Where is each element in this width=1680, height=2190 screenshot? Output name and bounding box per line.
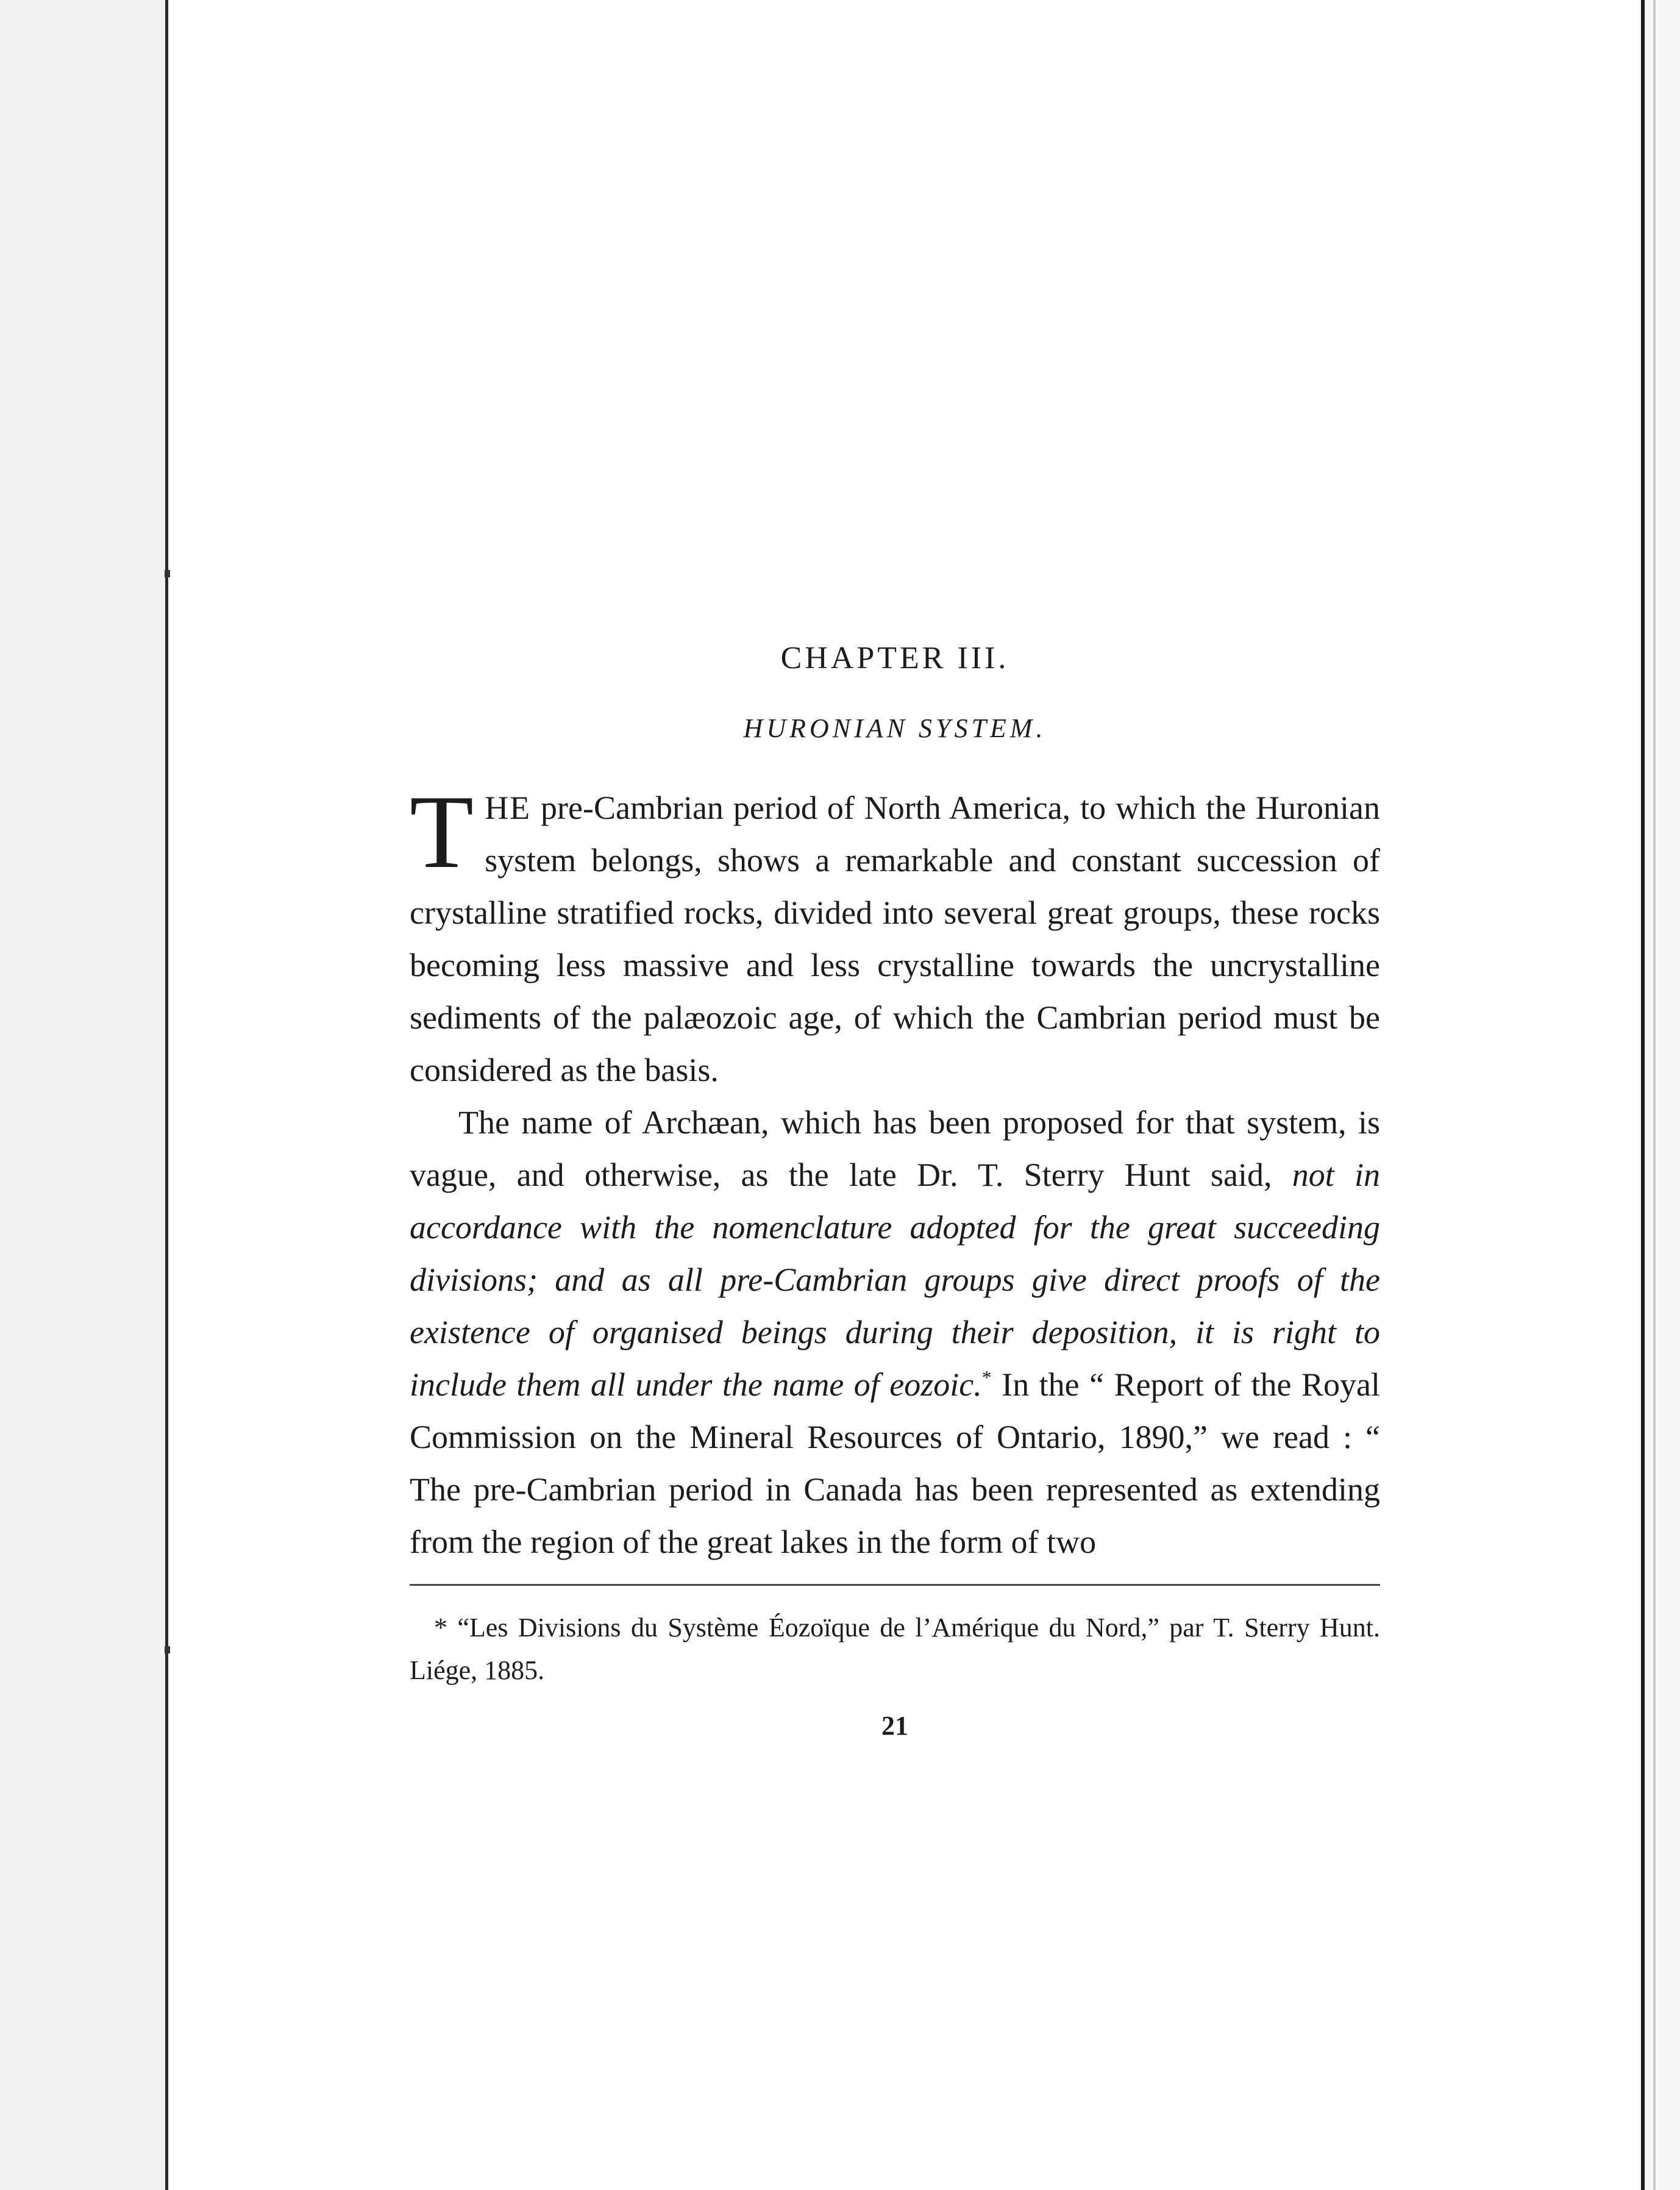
- footnote: * “Les Divisions du Système Éozoïque de l’Amérique du Nord,” par T. Sterry Hunt. Liége, 1885.: [410, 1613, 1380, 1685]
- paragraph-2: [410, 1096, 1380, 1568]
- quotation-italic: not in accordance with the nomenclature adopted for the great succeeding divisions; and as all pre-Cambrian groups give direct proofs of the existence of organised beings during their deposition, it is right to include them all under the name of eozoic.: [410, 1157, 1380, 1403]
- fore-edge-line: [1653, 0, 1656, 2190]
- page-number: 21: [881, 1711, 908, 1741]
- paragraph-2-text-a: The name of Archæan, which has been proposed for that system, is vague, and otherwise, as the late Dr. T. Sterry Hunt said,: [410, 1104, 1380, 1193]
- paragraph-1-text: pre-Cambrian period of North America, to which the Huronian system belongs, shows a remarkable and constant succession of crystalline stratified rocks, divided into several great groups, these rocks becoming less massive and less crystalline towards the uncrystalline sediments of the palæozoic age, of which the Cambrian period must be considered as the basis.: [410, 790, 1380, 1088]
- binding-mark: [165, 1646, 170, 1653]
- paragraph-1: [410, 774, 1380, 1096]
- binding-mark: [165, 570, 170, 577]
- chapter-title: CHAPTER III.: [780, 641, 1009, 676]
- footnote-reference[interactable]: *: [981, 1366, 992, 1388]
- fore-edge: [1641, 0, 1680, 2190]
- book-page: [410, 640, 1380, 1741]
- left-page-edge: [0, 0, 168, 2190]
- footnote-divider: [410, 1584, 1380, 1586]
- paragraph-2-text-b: In the “ Report of the Royal Commission on the Mineral Resources of Ontario, 1890,” we read : “ The pre-Cambrian period in Canada has been represented as extending from the region of the great lakes in the form of two: [410, 1366, 1380, 1560]
- small-caps-word: HE: [485, 790, 532, 826]
- drop-cap: T: [410, 774, 474, 890]
- section-title: HURONIAN SYSTEM.: [743, 713, 1047, 743]
